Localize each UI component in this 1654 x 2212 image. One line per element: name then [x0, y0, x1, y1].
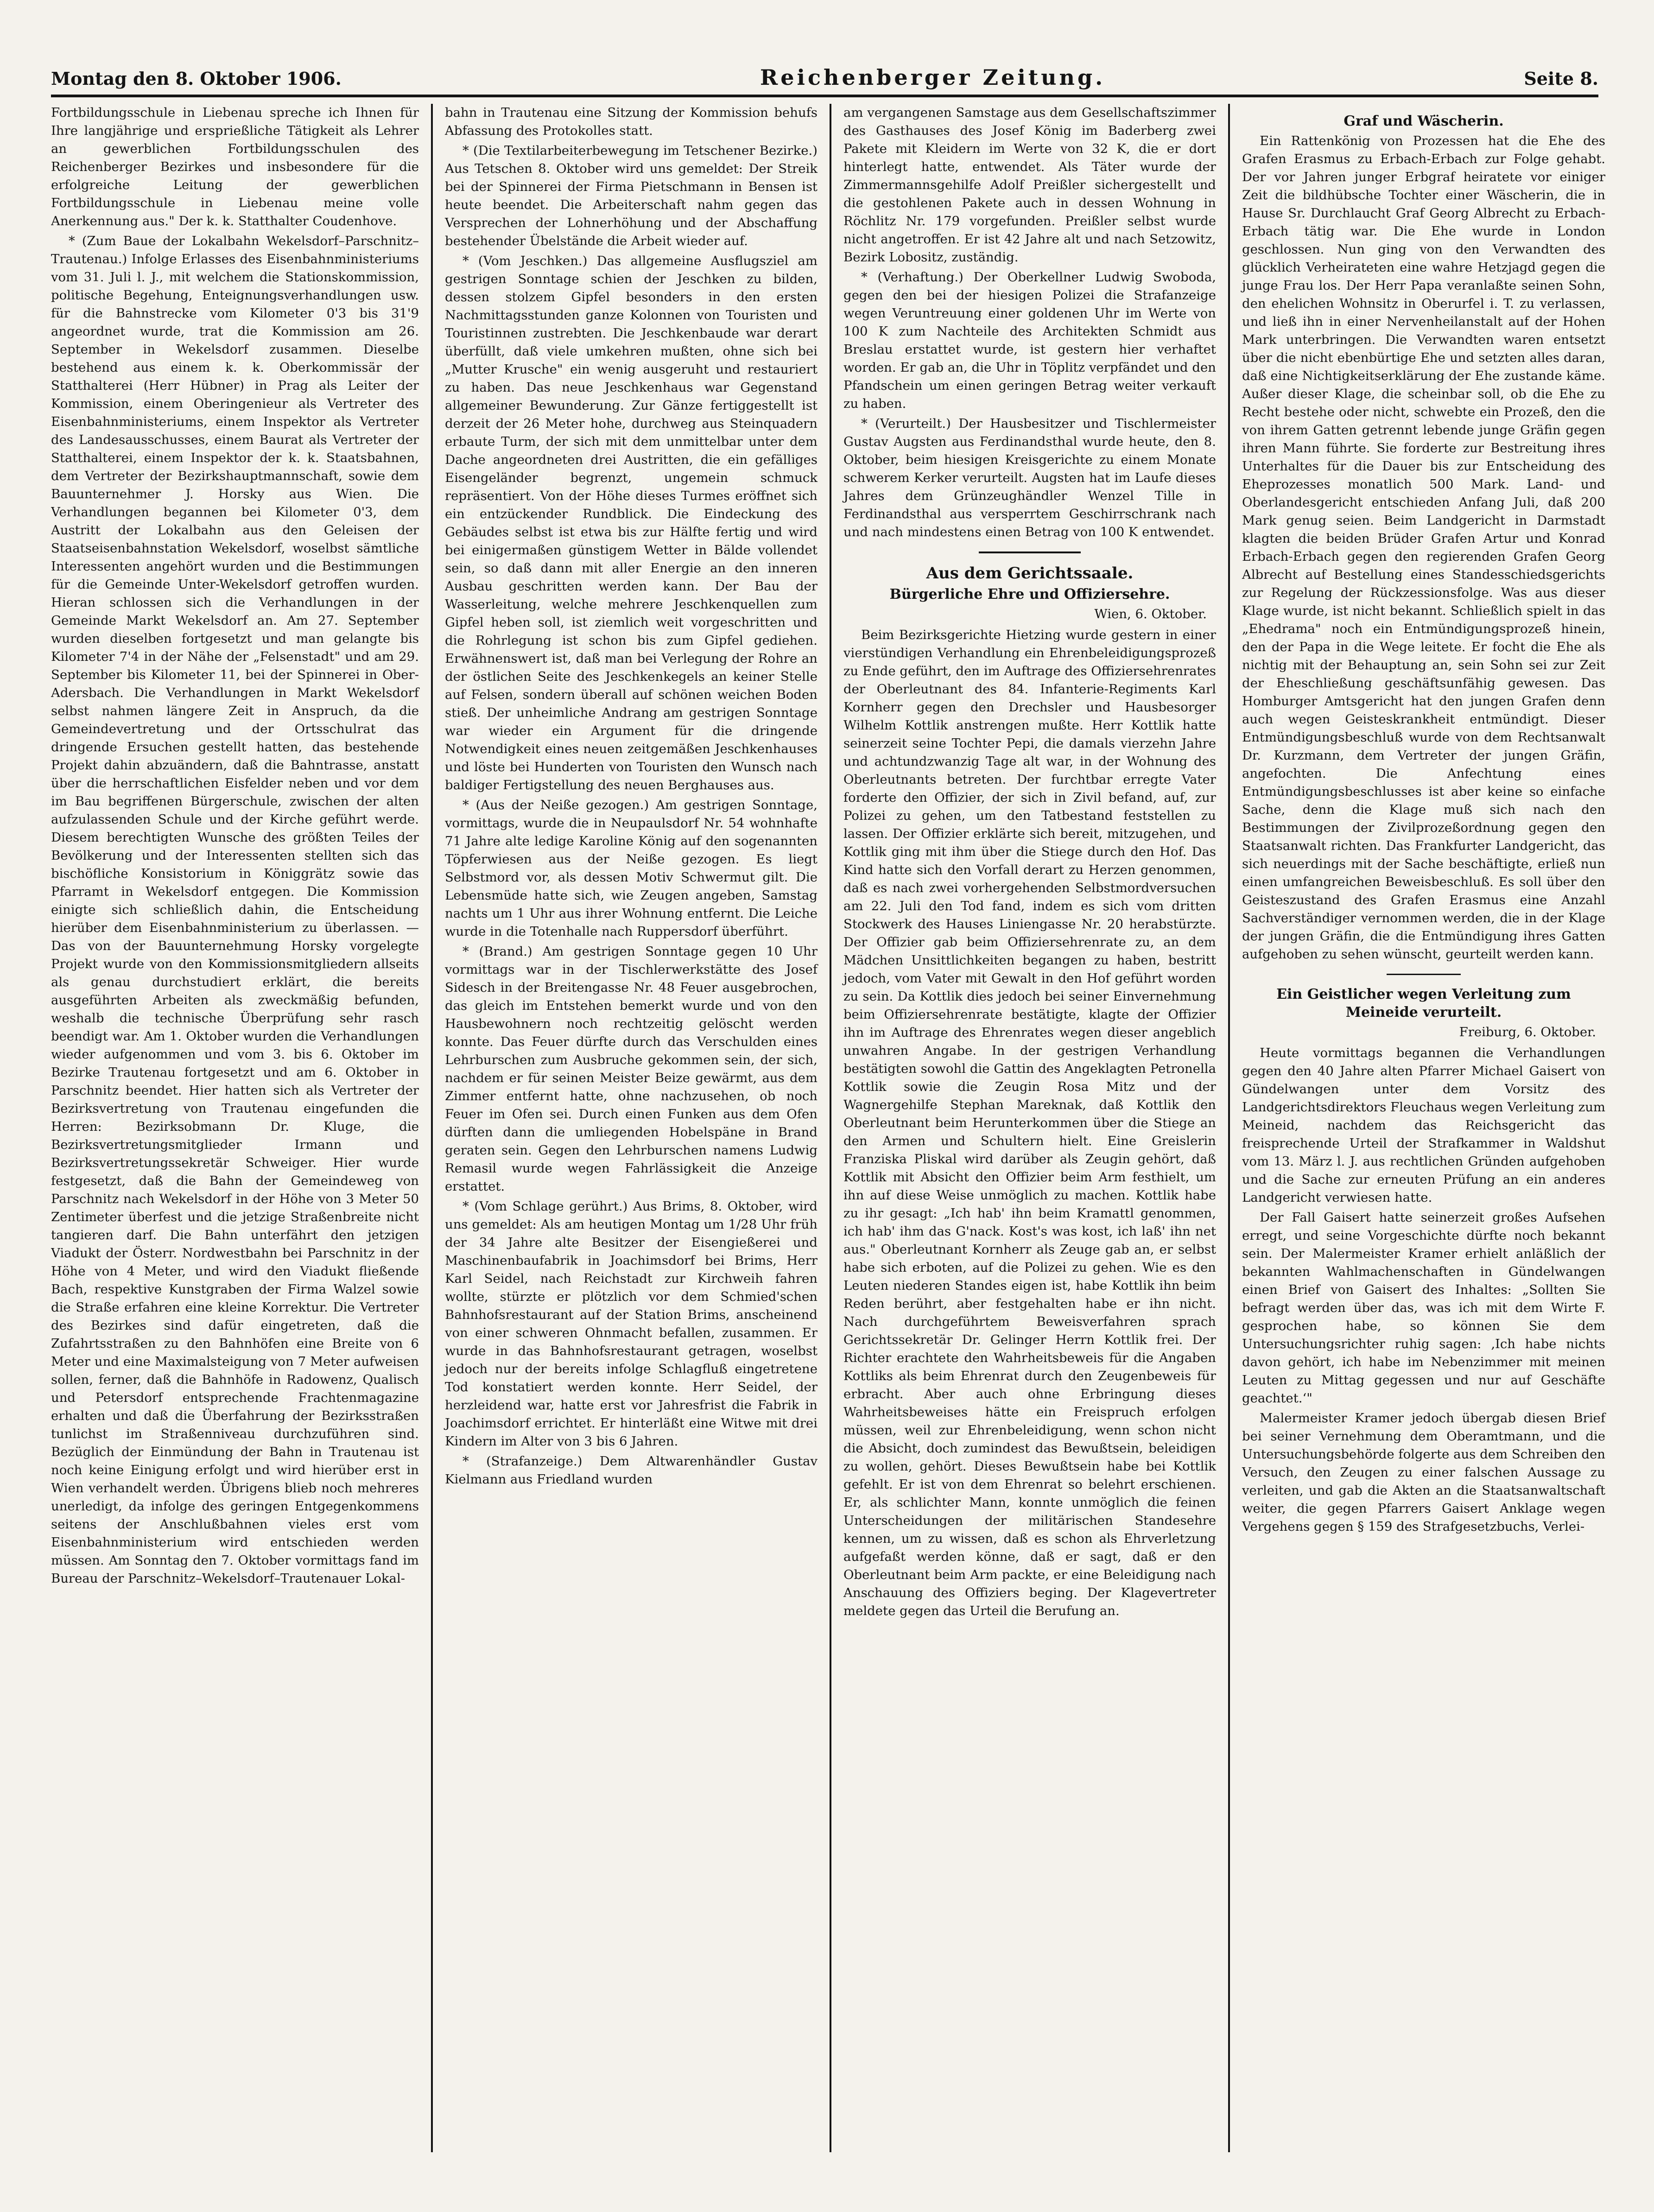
- text-column: [830, 104, 1228, 2152]
- separator-rule: [979, 551, 1081, 553]
- article-paragraph: Fortbildungsschule in Liebenau spreche ich Ihnen für Ihre langjährige und ersprießliche Tätigkeit als Lehrer an gewerblichen Fortbildungsschulen des Reichenberger Bezirkes und insbesondere für die erfolgreiche Leitung der gewerblichen Fortbildungsschule in Liebenau meine volle Anerkennung aus." Der k. k. Statthalter Coudenhove.: [51, 105, 419, 228]
- article-paragraph: * (Aus der Neiße gezogen.) Am gestrigen Sonntage, vormittags, wurde die in Neupaulsdorf Nr. 54 wohnhafte 71 Jahre alte ledige Karoline König auf den sogenannten Töpferwiesen aus der Neiße gezogen. Es liegt Selbstmord vor, als dessen Motiv Schwermut gilt. Die Lebensmüde hatte sich, wie Zeugen angeben, Samstag nachts um 1 Uhr aus ihrer Wohnung entfernt. Die Leiche wurde in die Totenhalle nach Ruppersdorf überführt.: [445, 798, 817, 939]
- article-paragraph: * (Strafanzeige.) Dem Altwarenhändler Gustav Kielmann aus Friedland wurden: [445, 1454, 817, 1487]
- separator-rule: [1387, 974, 1461, 975]
- article-heading: Ein Geistlicher wegen Verleitung zum Meineide verurteilt.: [1276, 986, 1571, 1020]
- section-subheading: Bürgerliche Ehre und Offiziersehre.: [889, 586, 1170, 602]
- text-column: [1228, 104, 1617, 2152]
- article-paragraph: Malermeister Kramer jedoch übergab diesen Brief bei seiner Vernehmung dem Oberamtmann, und die Untersuchungsbehörde folgerte aus dem Schreiben den Versuch, den Zeugen zu einer falschen Aussage zu verleiten, und gab die Akten an die Staatsanwaltschaft weiter, die gegen Pfarrers Gaisert Anklage wegen Vergehens gegen § 159 des Strafgesetzbuchs, Verlei-: [1242, 1411, 1605, 1534]
- article-paragraph: * (Verurteilt.) Der Hausbesitzer und Tischlermeister Gustav Augsten aus Ferdinandsthal wurde heute, den 8. Oktober, beim hiesigen Kreisgerichte zu einem Monate schwerem Kerker verurteilt. Augsten hat im Laufe dieses Jahres dem Grünzeughändler Wenzel Tille in Ferdinandsthal aus versperrtem Geschirrschrank nach und nach mindestens einen Betrag von 100 K entwendet.: [843, 416, 1216, 539]
- article-paragraph: Beim Bezirksgerichte Hietzing wurde gestern in einer vierstündigen Verhandlung ein Ehrenbeleidigungsprozeß zu Ende geführt, den im Auftrage des Offiziersehrenrates der Oberleutnant des 84. Infanterie-Regiments Karl Kornherr gegen den Drechsler und Hausbesorger Wilhelm Kottlik anstrengen mußte. Herr Kottlik hatte seinerzeit seine Tochter Pepi, die damals vierzehn Jahre und achtundzwanzig Tage alt war, in der Wohnung des Oberleutnants betreten. Der furchtbar erregte Vater forderte den Offizier, der sich in Zivil befand, auf, zur Polizei zu gehen, um den Tatbestand feststellen zu lassen. Der Offizier erklärte sich bereit, mitzugehen, und Kottlik ging mit ihm über die Stiege durch den Hof. Das Kind hatte sich den Vorfall derart zu Herzen genommen, daß es nach zwei vorhergehenden Selbstmordversuchen am 22. Juli den Tod fand, indem es sich vom dritten Stockwerk des Hauses Liniengasse Nr. 20 herabstürzte. Der Offizier gab beim Offiziersehrenrate zu, an dem Mädchen Unsittlichkeiten begangen zu haben, bestritt jedoch, vom Vater mit Gewalt in den Hof geführt worden zu sein. Da Kottlik dies jedoch bei seiner Einvernehmung beim Offiziersehrenrate bestätigte, klagte der Offizier ihn im Auftrage des Ehrenrates wegen dieser angeblich unwahren Angabe. In der gestrigen Verhandlung bestätigten sowohl die Gattin des Angeklagten Petronella Kottlik sowie die Zeugin Rosa Mitz und der Wagnergehilfe Stephan Mareknak, daß Kottlik den Oberleutnant beim Herunterkommen über die Stiege an den Armen und Schultern hielt. Eine Greislerin Franziska Pliskal wird darüber als Zeugin gehört, daß Kottlik mit Absicht den Offizier beim Arm festhielt, um ihn auf diese Weise unmöglich zu machen. Kottlik habe zu ihr gesagt: „Ich hab' ihn beim Kramattl genommen, ich hab' ihm das G'nack. Kost's was kost, ich laß' ihn net aus." Oberleutnant Kornherr als Zeuge gab an, er selbst habe sich erboten, auf die Polizei zu gehen. Wie es den Leuten niederen Standes eigen ist, habe Kottlik ihn beim Reden berührt, aber festgehalten habe er ihn nicht. Nach durchgeführtem Beweisverfahren sprach Gerichtssekretär Dr. Gelinger Herrn Kottlik frei. Der Richter erachtete den Wahrheitsbeweis für die Angaben Kottliks als beim Ehrenrat durch den Zeugenbeweis für erbracht. Aber auch ohne Erbringung dieses Wahrheitsbeweises hätte ein Freispruch erfolgen müssen, weil zur Ehrenbeleidigung, wenn schon nicht die Absicht, doch zumindest das Bewußtsein, beleidigen zu wollen, gehört. Dieses Bewußtsein habe bei Kottlik gefehlt. Er ist von dem Ehrenrat so belehrt erschienen. Er, als schlichter Mann, konnte unmöglich die feinen Unterscheidungen der militärischen Standesehre kennen, um zu wissen, daß es schon als Ehrverletzung aufgefaßt werden könne, daß er sagt, daß er den Oberleutnant beim Arm packte, er eine Beleidigung nach Anschauung des Offiziers beging. Der Klagevertreter meldete gegen das Urteil die Berufung an.: [843, 627, 1216, 1618]
- article-paragraph: Heute vormittags begannen die Verhandlungen gegen den 40 Jahre alten Pfarrer Michael Gaisert von Gündelwangen unter dem Vorsitz des Landgerichtsdirektors Fleuchaus wegen Verleitung zum Meineid, nachdem das Reichsgericht das freisprechende Urteil der Strafkammer in Waldshut vom 13. März l. J. aus rechtlichen Gründen aufgehoben und die Sache zur erneuten Prüfung an ein anderes Landgericht verwiesen hatte.: [1242, 1046, 1605, 1205]
- article-paragraph: * (Brand.) Am gestrigen Sonntage gegen 10 Uhr vormittags war in der Tischlerwerkstätte des Josef Sidesch in der Breitengasse Nr. 48 Feuer ausgebrochen, das gleich im Entstehen bemerkt wurde und von den Hausbewohnern noch rechtzeitig gelöscht werden konnte. Das Feuer dürfte durch das Verschulden eines Lehrburschen zum Ausbruche gekommen sein, der sich, nachdem er für seinen Meister Beize gewärmt, aus dem Zimmer entfernt hatte, ohne nachzusehen, ob noch Feuer im Ofen sei. Durch einen Funken aus dem Ofen dürften dann die umliegenden Hobelspäne in Brand geraten sein. Gegen den Lehrburschen namens Ludwig Remasil wurde wegen Fahrlässigkeit die Anzeige erstattet.: [445, 944, 817, 1194]
- newspaper-title: Reichenberger Zeitung.: [760, 65, 1106, 90]
- page-header: [51, 65, 1598, 97]
- columns-container: [51, 104, 1605, 2152]
- dateline: Wien, 6. Oktober.: [1094, 607, 1207, 621]
- article-heading: Graf und Wäscherin.: [1343, 113, 1504, 129]
- article-paragraph: * (Vom Schlage gerührt.) Aus Brims, 8. Oktober, wird uns gemeldet: Als am heutigen Montag um 1/28 Uhr früh der 34 Jahre alte Besitzer der Eisengießerei und Maschinenbaufabrik in Joachimsdorf bei Brims, Herr Karl Seidel, nach Reichstadt zur Kirchweih fahren wollte, stürzte er plötzlich vor dem Schmied'schen Bahnhofsrestaurant auf der Station Brims, anscheinend von einer schweren Ohnmacht befallen, zusammen. Er wurde in das Bahnhofsrestaurant getragen, woselbst jedoch nur der bereits infolge Schlagfluß eingetretene Tod konstatiert werden konnte. Herr Seidel, der herzleidend war, hatte erst vor Jahresfrist die Fabrik in Joachimsdorf errichtet. Er hinterläßt eine Witwe mit drei Kindern im Alter von 3 bis 6 Jahren.: [445, 1199, 817, 1449]
- text-column: [51, 104, 431, 2152]
- article-paragraph: * (Die Textilarbeiterbewegung im Tetschener Bezirke.) Aus Tetschen 8. Oktober wird uns gemeldet: Der Streik bei der Spinnerei der Firma Pietschmann in Bensen ist heute beendet. Die Arbeiterschaft nahm gegen das Versprechen der Lohnerhöhung und der Abschaffung bestehender Übelstände die Arbeit wieder auf.: [445, 143, 817, 248]
- article-paragraph: * (Vom Jeschken.) Das allgemeine Ausflugsziel am gestrigen Sonntage schien der Jeschken zu bilden, dessen stolzem Gipfel besonders in den ersten Nachmittagsstunden ganze Kolonnen von Touristen und Touristinnen zustrebten. Die Jeschkenbaude war derart überfüllt, daß viele umkehren mußten, ohne sich bei „Mutter Krusche" ein wenig ausgeruht und restauriert zu haben. Das neue Jeschkenhaus war Gegenstand allgemeiner Bewunderung. Zur Gänze fertiggestellt ist derzeit der 26 Meter hohe, durchweg aus Steinquadern erbaute Turm, der sich mit dem unmittelbar unter dem Dache angeordneten drei Austritten, die ein gefälliges Eisengeländer begrenzt, ungemein schmuck repräsentiert. Von der Höhe dieses Turmes eröffnet sich ein entzückender Rundblick. Die Eindeckung des Gebäudes selbst ist etwa bis zur Hälfte fertig und wird bei einigermaßen günstigem Wetter in Bälde vollendet sein, so daß dann mit aller Energie an den inneren Ausbau geschritten werden kann. Der Bau der Wasserleitung, welche mehrere Jeschkenquellen zum Gipfel heben soll, ist ziemlich weit vorgeschritten und die Rohrlegung ist schon bis zum Gipfel gediehen. Erwähnenswert ist, daß man bei Verlegung der Rohre an der östlichen Seite des Jeschkenkegels an keiner Stelle auf Felsen, sondern überall auf schönen weichen Boden stieß. Der unheimliche Andrang am gestrigen Sonntage war wieder ein Argument für die dringende Notwendigkeit eines neuen zeitgemäßen Jeschkenhauses und löste bei Hunderten von Touristen den Wunsch nach baldiger Fertigstellung des neuen Berghauses aus.: [445, 254, 817, 792]
- article-paragraph: * (Zum Baue der Lokalbahn Wekelsdorf–Parschnitz–Trautenau.) Infolge Erlasses des Eisenbahnministeriums vom 31. Juli l. J., mit welchem die Stationskommission, politische Begehung, Enteignungsverhandlungen usw. für die Bahnstrecke vom Kilometer 0'3 bis 31'9 angeordnet wurde, trat die Kommission am 26. September in Wekelsdorf zusammen. Dieselbe bestehend aus einem k. k. Oberkommissär der Statthalterei (Herr Hübner) in Prag als Leiter der Kommission, einem Oberingenieur als Vertreter des Eisenbahnministeriums, einem Inspektor als Vertreter des Landesausschusses, einem Baurat als Vertreter der Statthalterei, einem Inspektor der k. k. Staatsbahnen, dem Vertreter der Bezirkshauptmannschaft, sowie dem Bauunternehmer J. Horsky aus Wien. Die Verhandlungen begannen bei Kilometer 0'3, dem Austritt der Lokalbahn aus den Geleisen der Staatseisenbahnstation Wekelsdorf, woselbst sämtliche Interessenten angehört wurden und die Bestimmungen für die Gemeinde Unter-Wekelsdorf getroffen wurden. Hieran schlossen sich die Verhandlungen in der Gemeinde Markt Wekelsdorf an. Am 27. September wurden dieselben fortgesetzt und man gelangte bis Kilometer 7'4 in der Nähe der „Felsenstadt" und am 29. September bis Kilometer 11, bei der Spinnerei in Ober-Adersbach. Die Verhandlungen in Markt Wekelsdorf selbst nahmen längere Zeit in Anspruch, da die Gemeindevertretung und der Ortsschulrat das dringende Ersuchen gestellt hatten, das bestehende Projekt dahin abzuändern, daß die Bahntrasse, anstatt über die herrschaftlichen Eisfelder neben und vor dem im Bau begriffenen Bürgerschule, zwischen der alten aufzulassenden Schule und der Kirche geführt werde. Diesem berechtigten Wunsche des größten Teiles der Bevölkerung und der Interessenten stellten sich das bischöfliche Konsistorium in Königgrätz sowie das Pfarramt in Wekelsdorf entgegen. Die Kommission einigte sich schließlich dahin, die Entscheidung hierüber dem Eisenbahnministerium zu überlassen. — Das von der Bauunternehmung Horsky vorgelegte Projekt wurde von den Kommissionsmitgliedern allseits als genau durchstudiert erklärt, die bereits ausgeführten Arbeiten als zweckmäßig befunden, weshalb die technische Überprüfung sehr rasch beendigt war. Am 1. Oktober wurden die Verhandlungen wieder aufgenommen und vom 3. bis 6. Oktober im Bezirke Trautenau fortgesetzt und am 6. Oktober in Parschnitz beendet. Hier hatten sich als Vertreter der Bezirksvertretung von Trautenau eingefunden die Herren: Bezirksobmann Dr. Kluge, die Bezirksvertretungsmitglieder Irmann und Bezirksvertretungssekretär Schweiger. Hier wurde festgesetzt, daß die Bahn der Gemeindeweg von Parschnitz nach Wekelsdorf in der Höhe von 3 Meter 50 Zentimeter überfest und die jetzige Straßenbreite nicht tangieren darf. Die Bahn unterfährt den jetzigen Viadukt der Österr. Nordwestbahn bei Parschnitz in der Höhe von 4 Meter, und wird den Viadukt fließende Bach, respektive Kunstgraben der Firma Walzel sowie die Straße erfahren eine kleine Korrektur. Die Vertreter des Bezirkes sind dafür eingetreten, daß die Zufahrtsstraßen zu den Bahnhöfen eine Breite von 6 Meter und eine Maximalsteigung von 7 Meter aufweisen sollen, ferner, daß die Bahnhöfe in Radowenz, Qualisch und Petersdorf entsprechende Frachtenmagazine erhalten und daß die Überfahrung der Bezirksstraßen tunlichst im Straßenniveau durchzuführen sind. Bezüglich der Einmündung der Bahn in Trautenau ist noch keine Einigung erfolgt und wird hierüber erst in Wien verhandelt werden. Übrigens blieb noch mehreres unerledigt, da infolge des geringen Entgegenkommens seitens der Anschlußbahnen vieles erst vom Eisenbahnministerium wird entschieden werden müssen. Am Sonntag den 7. Oktober vormittags fand im Bureau der Parschnitz–Wekelsdorf–Trautenauer Lokal-: [51, 234, 419, 1586]
- text-column: [431, 104, 830, 2152]
- page-number: Seite 8.: [1524, 68, 1598, 89]
- article-paragraph: Ein Rattenkönig von Prozessen hat die Ehe des Grafen Erasmus zu Erbach-Erbach zur Folge gehabt. Der vor Jahren junger Erbgraf heiratete vor einiger Zeit die bildhübsche Tochter einer Wäscherin, die in Hause Sr. Durchlaucht Graf Georg Albrecht zu Erbach-Erbach tätig war. Die Ehe wurde in London geschlossen. Nun ging von den Verwandten des glücklich Verheirateten eine wahre Hetzjagd gegen die junge Frau los. Der Herr Papa veranlaßte seinen Sohn, den ehelichen Wohnsitz in Oberurfel i. T. zu verlassen, und ließ ihn in einer Nervenheilanstalt auf der Hohen Mark unterbringen. Die Verwandten waren entsetzt über die nicht ebenbürtige Ehe und setzten alles daran, daß eine Nichtigkeitserklärung der Ehe zustande käme. Außer dieser Klage, die scheinbar soll, ob die Ehe zu Recht bestehe oder nicht, schwebte ein Prozeß, den die von ihrem Gatten getrennt lebende junge Gräfin gegen ihren Mann führte. Sie forderte zur Bestreitung ihres Unterhaltes für die Dauer bis zur Entscheidung des Eheprozesses monatlich 500 Mark. Land- und Oberlandesgericht entschieden Anfang Juli, daß 200 Mark genug seien. Beim Landgericht in Darmstadt klagten die beiden Brüder Grafen Artur und Konrad Erbach-Erbach gegen den regierenden Grafen Georg Albrecht auf Bestellung eines Standesschiedsgerichts zur Regelung der Rückzessionsfolge. Was aus dieser Klage wurde, ist nicht bekannt. Schließlich spielt in das „Ehedrama" noch ein Entmündigungsprozeß hinein, den der Papa in die Wege leitete. Er focht die Ehe als nichtig mit der Behauptung an, sein Sohn sei zur Zeit der Eheschließung geschäftsunfähig gewesen. Das Homburger Amtsgericht hat den jungen Grafen denn auch wegen Geisteskrankheit entmündigt. Dieser Entmündigungsbeschluß wurde von dem Rechtsanwalt Dr. Kurzmann, dem Vertreter der jungen Gräfin, angefochten. Die Anfechtung eines Entmündigungsbeschlusses ist aber keine so einfache Sache, denn die Klage muß sich nach den Bestimmungen der Zivilprozeßordnung gegen den Staatsanwalt richten. Das Frankfurter Landgericht, das sich neuerdings mit der Sache beschäftigte, erließ nun einen umfangreichen Beweisbeschluß. Es soll über den Geisteszustand des Grafen Erasmus eine Anzahl Sachverständiger vernommen werden, die in der Klage der jungen Gräfin, die die Entmündigung ihres Gatten aufgehoben zu sehen wünscht, geurteilt werden kann.: [1242, 133, 1605, 962]
- article-paragraph: am vergangenen Samstage aus dem Gesellschaftszimmer des Gasthauses des Josef König im Baderberg zwei Pakete mit Kleidern im Werte von 32 K, die er dort hinterlegt hatte, entwendet. Als Täter wurde der Zimmermannsgehilfe Adolf Preißler sichergestellt und die gestohlenen Pakete auch in dessen Wohnung in Röchlitz Nr. 179 vorgefunden. Preißler selbst wurde nicht angetroffen. Er ist 42 Jahre alt und nach Setzowitz, Bezirk Lobositz, zuständig.: [843, 105, 1216, 265]
- article-paragraph: * (Verhaftung.) Der Oberkellner Ludwig Swoboda, gegen den bei der hiesigen Polizei die Strafanzeige wegen Veruntreuung einer goldenen Uhr im Werte von 100 K zum Nachteile des Architekten Schmidt aus Breslau erstattet wurde, ist gestern hier verhaftet worden. Er gab an, die Uhr in Töplitz verpfändet und den Pfandschein um einen geringen Betrag weiter verkauft zu haben.: [843, 270, 1216, 411]
- section-heading: Aus dem Gerichtssaale.: [926, 564, 1134, 583]
- header-date: Montag den 8. Oktober 1906.: [51, 68, 342, 89]
- dateline: Freiburg, 6. Oktober.: [1459, 1025, 1596, 1039]
- article-paragraph: Der Fall Gaisert hatte seinerzeit großes Aufsehen erregt, und seine Vorgeschichte dürfte noch bekannt sein. Der Malermeister Kramer erhielt anläßlich der bekannten Wahlmachenschaften in Gündelwangen einen Brief von Gaisert des Inhaltes: „Sollten Sie befragt werden über das, was ich mit dem Wirte F. gesprochen habe, so können Sie dem Untersuchungsrichter ruhig sagen: ‚Ich habe nichts davon gehört, ich habe im Nebenzimmer mit meinen Leuten zu Mittag gegessen und nur auf Geschäfte geachtet.‘": [1242, 1210, 1605, 1406]
- article-paragraph: bahn in Trautenau eine Sitzung der Kommission behufs Abfassung des Protokolles statt.: [445, 105, 817, 138]
